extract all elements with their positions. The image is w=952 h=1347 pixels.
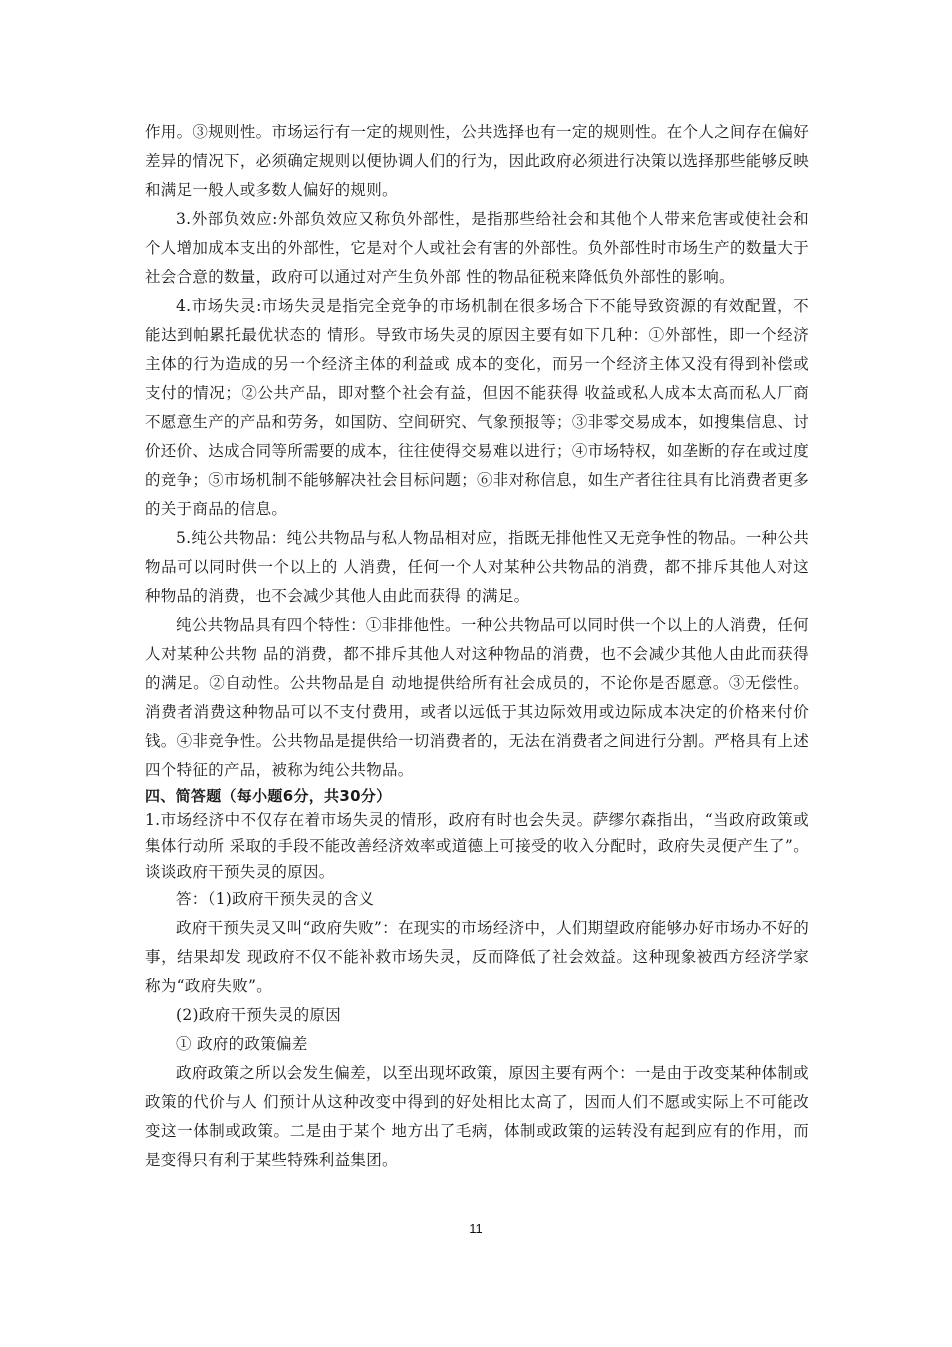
page-content xyxy=(145,118,809,1175)
answer-paragraph: 答：（1)政府干预失灵的含义 xyxy=(176,890,375,908)
section-heading: 四、简答题（每小题6分，共30分） xyxy=(145,787,392,805)
answer-paragraph: ① 政府的政策偏差 xyxy=(176,1035,308,1053)
body-paragraph: 3.外部负效应:外部负效应又称负外部性，是指那些给社会和其他个人带来危害或使社会和个人增加成本支出的外部性，它是对个人或社会有害的外部性。负外部性时市场生产的数量大于社会合意的数量，政府可以通过对产生负外部 性的物品征税来降低负外部性的影响。 xyxy=(145,210,809,286)
body-paragraph: 纯公共物品具有四个特性：①非排他性。一种公共物品可以同时供一个以上的人消费，任何人对某种公共物 品的消费，都不排斥其他人对这种物品的消费，也不会减少其他人由此而获得的满足。②自动性。公共物品是自 动地提供给所有社会成员的，不论你是否愿意。③无偿性。消费者消费这种物品可以不支付费用，或者以远低于其边际效用或边际成本决定的价格来付价钱。④非竞争性。公共物品是提供给一切消费者的，无法在消费者之间进行分割。严格具有上述四个特征的产品，被称为纯公共物品。 xyxy=(145,616,809,779)
body-paragraph: 作用。③规则性。市场运行有一定的规则性，公共选择也有一定的规则性。在个人之间存在偏好差异的情况下，必须确定规则以便协调人们的行为，因此政府必须进行决策以选择那些能够反映和满足一般人或多数人偏好的规则。 xyxy=(145,123,809,199)
body-paragraph: 4.市场失灵:市场失灵是指完全竞争的市场机制在很多场合下不能导致资源的有效配置，不能达到帕累托最优状态的 情形。导致市场失灵的原因主要有如下几种：①外部性，即一个经济主体的行为造成的另一个经济主体的利益或 成本的变化，而另一个经济主体又没有得到补偿或支付的情况；②公共产品，即对整个社会有益，但因不能获得 收益或私人成本太高而私人厂商不愿意生产的产品和劳务，如国防、空间研究、气象预报等；③非零交易成本，如搜集信息、讨价还价、达成合同等所需要的成本，往往使得交易难以进行；④市场特权，如垄断的存在或过度 的竞争；⑤市场机制不能够解决社会目标问题；⑥非对称信息，如生产者往往具有比消费者更多的关于商品的信息。 xyxy=(145,297,809,518)
answer-paragraph: 政府政策之所以会发生偏差，以至出现坏政策，原因主要有两个：一是由于改变某种体制或政策的代价与人 们预计从这种改变中得到的好处相比太高了，因而人们不愿或实际上不可能改变这一体制或政策。二是由于某个 地方出了毛病，体制或政策的运转没有起到应有的作用，而是变得只有利于某些特殊利益集团。 xyxy=(145,1064,809,1169)
question-text: 1.市场经济中不仅存在着市场失灵的情形，政府有时也会失灵。萨缪尔森指出，“当政府政策或集体行动所 采取的手段不能改善经济效率或道德上可接受的收入分配时，政府失灵便产生了”。谈谈政府干预失灵的原因。 xyxy=(145,811,809,881)
body-paragraph: 5.纯公共物品：纯公共物品与私人物品相对应，指既无排他性又无竞争性的物品。一种公共物品可以同时供一个以上的 人消费，任何一个人对某种公共物品的消费，都不排斥其他人对这种物品的消费，也不会减少其他人由此而获得 的满足。 xyxy=(145,529,809,605)
answer-paragraph: (2)政府干预失灵的原因 xyxy=(176,1006,342,1024)
answer-paragraph: 政府干预失灵又叫“政府失败”：在现实的市场经济中，人们期望政府能够办好市场办不好的事，结果却发 现政府不仅不能补救市场失灵，反而降低了社会效益。这种现象被西方经济学家称为“政府失败”。 xyxy=(145,919,809,995)
page-number: 11 xyxy=(469,1221,483,1236)
